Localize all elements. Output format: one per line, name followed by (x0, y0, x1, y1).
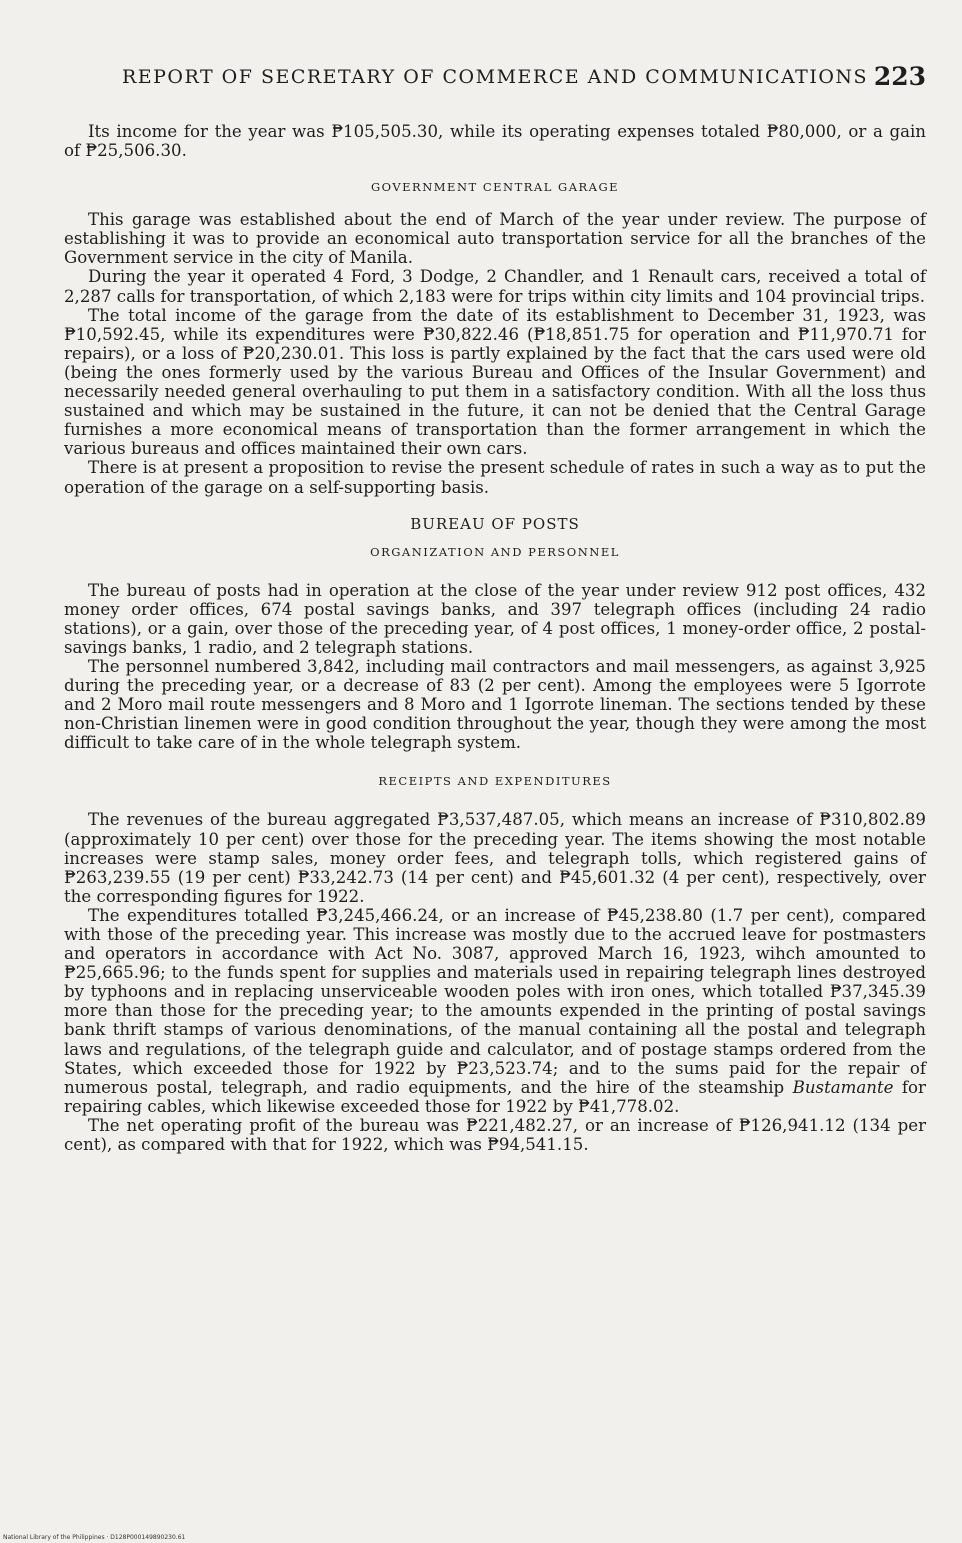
garage-heading: GOVERNMENT CENTRAL GARAGE (370, 180, 620, 195)
receipts-section (64, 810, 926, 1154)
garage-paragraph: During the year it operated 4 Ford, 3 Dodge, 2 Chandler, and 1 Renault cars, received a total of 2,287 calls for transportation, of which 2,183 were for trips within city limits and 104 provincial trips. (64, 267, 926, 306)
page-number: 223 (873, 62, 926, 91)
organization-paragraph: The bureau of posts had in operation at the close of the year under review 912 post offices, 432 money order offices, 674 postal savings banks, and 397 telegraph offices (including 24 radio stations), or a gain, over those of the preceding year, of 4 post offices, 1 money-order office, 2 postal-savings banks, 1 radio, and 2 telegraph stations. (64, 580, 926, 657)
garage-section (64, 210, 926, 496)
profit-paragraph: The net operating profit of the bureau was ₱221,482.27, or an increase of ₱126,941.12 (134 per cent), as compared with that for 1922, which was ₱94,541.15. (64, 1115, 926, 1155)
expenditures-paragraph (64, 906, 926, 1116)
intro-paragraph: Its income for the year was ₱105,505.30, while its operating expenses totaled ₱80,000, or a gain of ₱25,506.30. (64, 122, 926, 161)
archive-footer: National Library of the Philippines · D128P000149890230.61 (3, 1534, 186, 1541)
organization-paragraph: The personnel numbered 3,842, including mail contractors and mail messengers, as against 3,925 during the preceding year, or a decrease of 83 (2 per cent). Among the employees were 5 Igorrote and 2 Moro mail route messengers and 8 Moro and 1 Igorrote lineman. The sections tended by these non-Christian linemen were in good condition throughout the year, though they were among the most difficult to take care of in the whole telegraph system. (64, 656, 926, 753)
expenditures-text: The expenditures totalled ₱3,245,466.24, or an increase of ₱45,238.80 (1.7 per cent), compared with those of the preceding year. This increase was mostly due to the accrued leave for postmasters and operators in accordance with Act No. 3087, approved March 16, 1923, wihch amounted to ₱25,665.96; to the funds spent for supplies and materials used in repairing telegraph lines destroyed by typhoons and in replacing unserviceable wooden poles with iron ones, which totalled ₱37,345.39 more than those for the preceding year; to the amounts expended in the printing of postal savings bank thrift stamps of various denominations, of the manual containing all the postal and telegraph laws and regulations, of the telegraph guide and calculator, and of postage stamps ordered from the States, which exceeded those for 1922 by ₱23,523.74; and to the sums paid for the repair of numerous postal, telegraph, and radio equipments, and the hire of the steamship (64, 905, 926, 1097)
organization-section (64, 581, 926, 753)
garage-paragraph: There is at present a proposition to revise the present schedule of rates in such a way as to put the operation of the garage on a self-supporting basis. (64, 458, 926, 497)
steamship-name: Bustamante (792, 1077, 894, 1097)
report-title: REPORT OF SECRETARY OF COMMERCE AND COMMUNICATIONS (121, 66, 869, 88)
posts-heading: BUREAU OF POSTS (410, 514, 580, 533)
document-page (64, 52, 926, 1154)
receipts-heading: RECEIPTS AND EXPENDITURES (378, 774, 612, 789)
garage-paragraph: The total income of the garage from the date of its establishment to December 31, 1923, was ₱10,592.45, while its expenditures were ₱30,822.46 (₱18,851.75 for operation and ₱11,970.71 for repairs), or a loss of ₱20,230.01. This loss is partly explained by the fact that the cars used were old (being the ones formerly used by the various Bureau and Offices of the Insular Government) and necessarily needed general overhauling to put them in a satisfactory condition. With all the loss thus sustained and which may be sustained in the future, it can not be denied that the Central Garage furnishes a more economical means of transportation than the former arrangement in which the various bureaus and offices maintained their own cars. (64, 305, 926, 459)
organization-heading: ORGANIZATION AND PERSONNEL (370, 544, 620, 559)
revenues-paragraph: The revenues of the bureau aggregated ₱3,537,487.05, which means an increase of ₱310,802.89 (approximately 10 per cent) over those for the preceding year. The items showing the most notable increases were stamp sales, money order fees, and telegraph tolls, which registered gains of ₱263,239.55 (19 per cent) ₱33,242.73 (14 per cent) and ₱45,601.32 (4 per cent), respectively, over the corresponding figures for 1922. (64, 810, 926, 906)
expenditures-text-end: for repairing cables, which likewise exceeded those for 1922 by ₱41,778.02. (64, 1077, 926, 1116)
running-header (64, 52, 926, 102)
garage-paragraph: This garage was established about the end of March of the year under review. The purpose of establishing it was to provide an economical auto transportation service for all the branches of the Government service in the city of Manila. (64, 210, 926, 268)
